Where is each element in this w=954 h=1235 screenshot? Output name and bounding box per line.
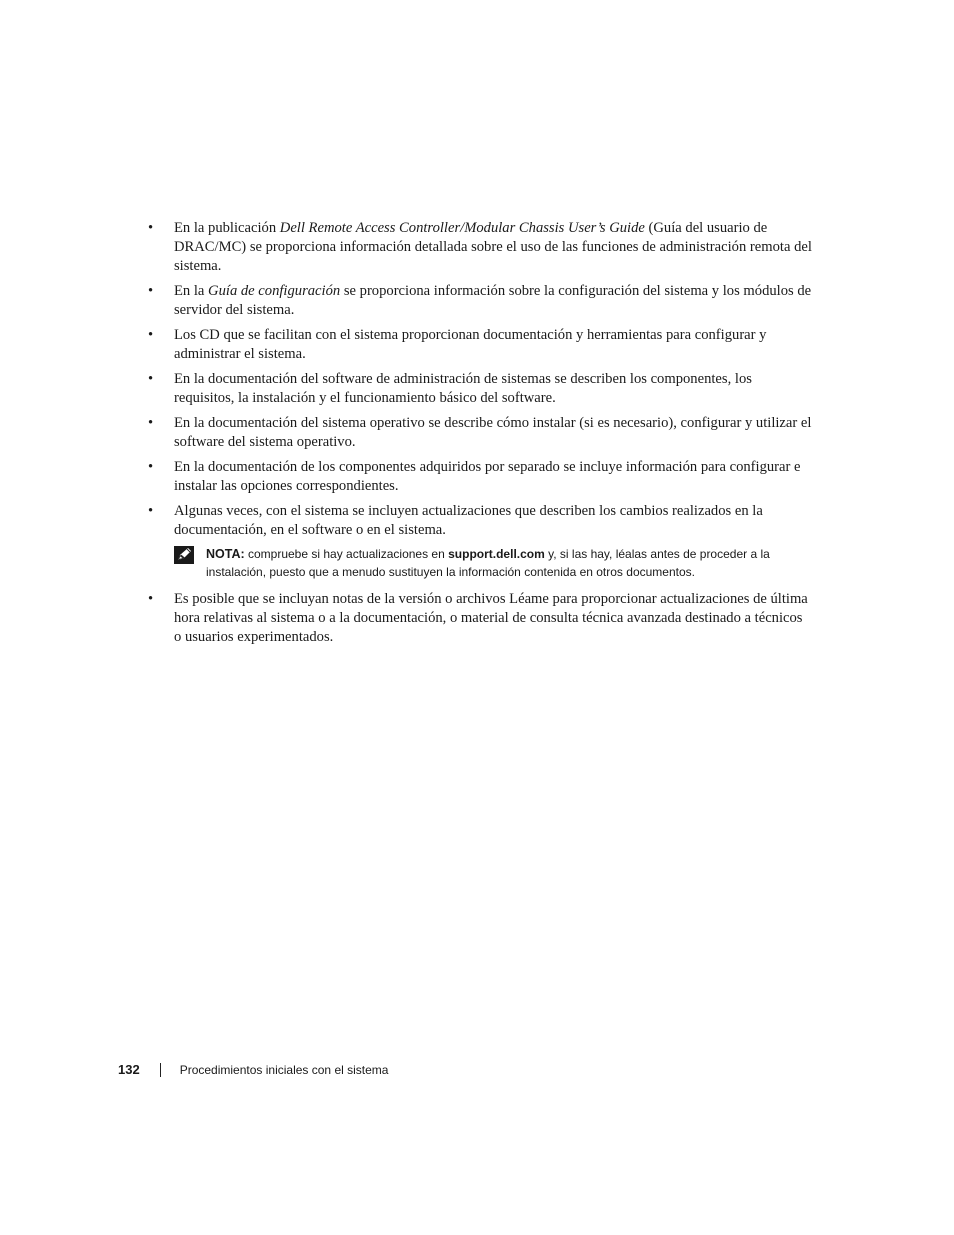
list-item-text: En la publicación Dell Remote Access Controller/Modular Chassis User’s Guide (Guía del usuario de DRAC/MC) se proporciona información detallada sobre el uso de las funciones de administración remota del sistema.: [174, 220, 812, 274]
list-item: [148, 326, 813, 364]
bullet-glyph: •: [148, 503, 154, 519]
section-title: Procedimientos iniciales con el sistema: [179, 1063, 389, 1077]
support-link[interactable]: support.dell.com: [448, 547, 545, 561]
document-body: [148, 219, 813, 653]
list-item: [148, 282, 813, 320]
bullet-glyph: •: [148, 283, 154, 299]
list-item: [148, 414, 813, 452]
list-item: [148, 370, 813, 408]
page-footer: [118, 1061, 388, 1079]
list-item-text: En la documentación del sistema operativo se describe cómo instalar (si es necesario), configurar y utilizar el software del sistema operativo.: [174, 415, 812, 450]
list-item-text: En la documentación de los componentes adquiridos por separado se incluye información para configurar e instalar las opciones correspondientes.: [174, 459, 801, 494]
pencil-note-icon: [174, 546, 194, 564]
list-item: [148, 458, 813, 496]
bullet-glyph: •: [148, 415, 154, 431]
list-item-text: Algunas veces, con el sistema se incluyen actualizaciones que describen los cambios realizados en la documentación, en el software o en el sistema.: [174, 503, 763, 538]
list-item: [148, 590, 813, 647]
list-item: [148, 219, 813, 276]
list-item-text: En la documentación del software de administración de sistemas se describen los componentes, los requisitos, la instalación y el funcionamiento básico del software.: [174, 371, 752, 406]
list-item-text: Es posible que se incluyan notas de la versión o archivos Léame para proporcionar actualizaciones de última hora relativas al sistema o a la documentación, o material de consulta técnica avanzada destinado a técnicos o usuarios experimentados.: [174, 591, 808, 645]
publication-title: Dell Remote Access Controller/Modular Chassis User’s Guide: [279, 220, 645, 236]
note-label: NOTA:: [206, 547, 245, 561]
bullet-glyph: •: [148, 591, 154, 607]
note-box: [174, 546, 813, 581]
list-item-text: En la Guía de configuración se proporciona información sobre la configuración del sistema y los módulos de servidor del sistema.: [174, 283, 812, 318]
bullet-glyph: •: [148, 371, 154, 387]
bullet-glyph: •: [148, 327, 154, 343]
footer-separator: [160, 1063, 161, 1077]
list-item-text: Los CD que se facilitan con el sistema proporcionan documentación y herramientas para configurar y administrar el sistema.: [174, 327, 767, 362]
publication-title: Guía de configuración: [208, 283, 341, 299]
list-item: [148, 502, 813, 540]
page-number: 132: [118, 1062, 140, 1077]
note-text: NOTA: compruebe si hay actualizaciones en support.dell.com y, si las hay, léalas antes de proceder a la instalación, puesto que a menudo sustituyen la información contenida en otros documentos.: [206, 547, 770, 579]
bullet-glyph: •: [148, 220, 154, 236]
bullet-glyph: •: [148, 459, 154, 475]
